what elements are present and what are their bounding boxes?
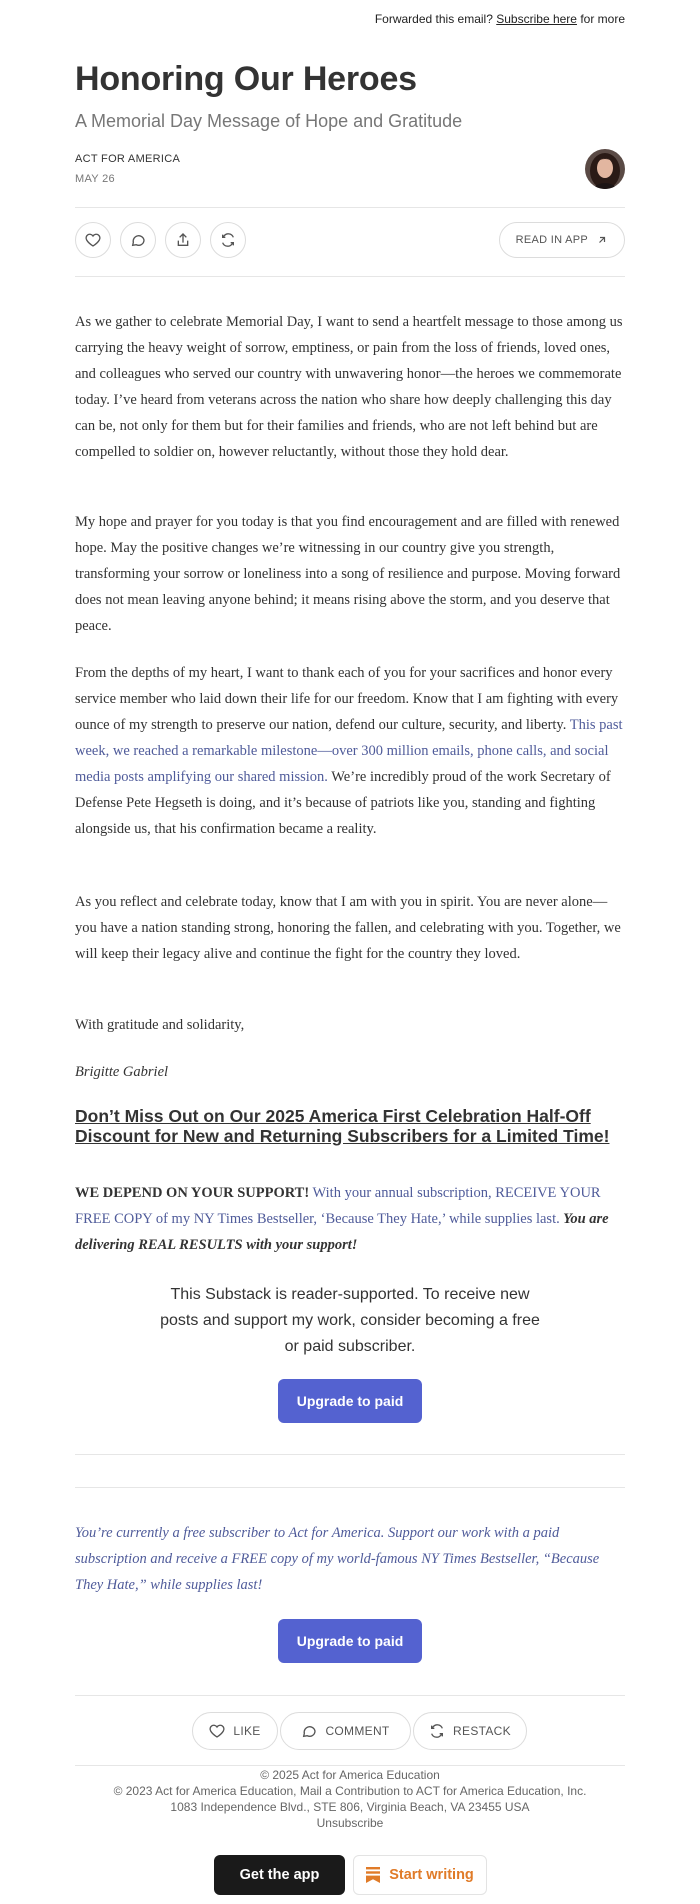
restack-label: RESTACK	[453, 1724, 511, 1738]
read-in-app-button[interactable]	[499, 222, 625, 258]
start-writing-button[interactable]	[353, 1855, 487, 1895]
subscribe-link[interactable]: Subscribe here	[496, 12, 577, 26]
like-label: LIKE	[233, 1724, 261, 1738]
divider-subscribe-2	[75, 1487, 625, 1488]
divider-subscribe-1	[75, 1454, 625, 1455]
support-emphasis: You are delivering REAL RESULTS with your support!	[75, 1211, 609, 1253]
restack-button[interactable]	[413, 1712, 527, 1750]
arrow-up-right-icon	[596, 234, 608, 246]
milestone-link[interactable]: This past week, we reached a remarkable milestone—over 300 million emails, phone calls, and social media posts amplifying our shared mission.	[75, 717, 623, 785]
like-action-button[interactable]	[75, 222, 111, 258]
signature: Brigitte Gabriel	[75, 1064, 169, 1080]
divider-actions	[75, 276, 625, 277]
support-offer-link[interactable]: With your annual subscription, RECEIVE YOUR FREE COPY of my NY Times Bestseller, ‘Because They Hate,’ while supplies last.	[75, 1185, 601, 1227]
comment-label: COMMENT	[325, 1724, 390, 1738]
upgrade-to-paid-button[interactable]: Upgrade to paid	[278, 1379, 422, 1423]
support-paragraph	[75, 1180, 625, 1258]
support-bold: WE DEPEND ON YOUR SUPPORT!	[75, 1185, 310, 1201]
body-paragraph-1: As we gather to celebrate Memorial Day, I want to send a heartfelt message to those among us carrying the heavy weight of sorrow, emptiness, or pain from the loss of friends, loved ones, and colleagues who served our country with unwavering honor—the heroes we commemorate today. I’ve heard from veterans across the nation who share how deeply challenging this day can be, not only for them but for their families and friends, who are not left behind but are compelled to soldier on, however reluctantly, without those they hold dear.	[75, 314, 623, 460]
comment-button[interactable]	[280, 1712, 411, 1750]
comment-icon	[130, 232, 146, 248]
post-date: MAY 26	[75, 173, 115, 185]
publication-name[interactable]: ACT FOR AMERICA	[75, 153, 181, 165]
forwarded-bar	[375, 12, 625, 26]
divider-engage	[75, 1695, 625, 1696]
body-paragraph-3-start: From the depths of my heart, I want to thank each of you for your sacrifices and honor every service member who laid down their life for our freedom. Know that I am fighting with every ounce of my strength to preserve our nation, defend our culture, security, and liberty.	[75, 665, 619, 733]
divider-top	[75, 207, 625, 208]
get-the-app-button[interactable]: Get the app	[214, 1855, 345, 1895]
footer-copyright: © 2025 Act for America Education	[260, 1768, 440, 1782]
body-paragraph-4: As you reflect and celebrate today, know that I am with you in spirit. You are never alone—you have a nation standing strong, honoring the fallen, and celebrating with you. Together, we will keep their legacy alive and continue the fight for the country they loved.	[75, 894, 621, 962]
read-in-app-label: READ IN APP	[515, 234, 588, 246]
footer-address: 1083 Independence Blvd., STE 806, Virginia Beach, VA 23455 USA	[170, 1800, 530, 1814]
start-writing-label: Start writing	[389, 1867, 474, 1883]
footer-copyright-2: © 2023 Act for America Education, Mail a Contribution to ACT for America Education, Inc.	[113, 1784, 587, 1798]
comment-action-button[interactable]	[120, 222, 156, 258]
substack-logo-icon	[366, 1867, 380, 1883]
closing-line: With gratitude and solidarity,	[75, 1017, 245, 1033]
share-icon	[175, 232, 191, 248]
heart-icon	[209, 1723, 225, 1739]
discount-heading-link[interactable]: Don’t Miss Out on Our 2025 America First Celebration Half-Off Discount for New and Returning Subscribers for a Limited Time!	[75, 1106, 610, 1146]
restack-icon	[429, 1723, 445, 1739]
body-paragraph-2: My hope and prayer for you today is that you find encouragement and are filled with renewed hope. May the positive changes we’re witnessing in our country give you strength, transforming your sorrow or loneliness into a song of resilience and purpose. Moving forward does not mean leaving anyone behind; it means rising above the storm, and you deserve that peace.	[75, 514, 621, 634]
forwarded-prefix: Forwarded this email?	[374, 12, 493, 26]
divider-footer	[75, 1765, 625, 1766]
body-paragraph-3-end: We’re incredibly proud of the work Secretary of Defense Pete Hegseth is doing, and it’s because of patriots like you, standing and fighting alongside us, that his confirmation became a reality.	[75, 769, 611, 837]
like-button[interactable]	[192, 1712, 278, 1750]
comment-icon	[301, 1723, 317, 1739]
share-action-button[interactable]	[165, 222, 201, 258]
author-avatar[interactable]	[585, 149, 625, 189]
heart-icon	[85, 232, 101, 248]
free-subscriber-note: You’re currently a free subscriber to Act for America. Support our work with a paid subscription and receive a FREE copy of my world-famous NY Times Bestseller, “Because They Hate,” while supplies last!	[75, 1525, 600, 1593]
restack-icon	[220, 232, 236, 248]
post-subtitle: A Memorial Day Message of Hope and Gratitude	[75, 111, 463, 131]
upgrade-to-paid-button-2[interactable]: Upgrade to paid	[278, 1619, 422, 1663]
restack-action-button[interactable]	[210, 222, 246, 258]
post-title: Honoring Our Heroes	[75, 60, 417, 98]
reader-supported-text: This Substack is reader-supported. To receive new posts and support my work, consider becoming a free or paid subscriber.	[160, 1286, 540, 1355]
forwarded-suffix: for more	[580, 12, 625, 26]
body-paragraph-3	[75, 660, 625, 842]
unsubscribe-link[interactable]: Unsubscribe	[316, 1816, 384, 1830]
